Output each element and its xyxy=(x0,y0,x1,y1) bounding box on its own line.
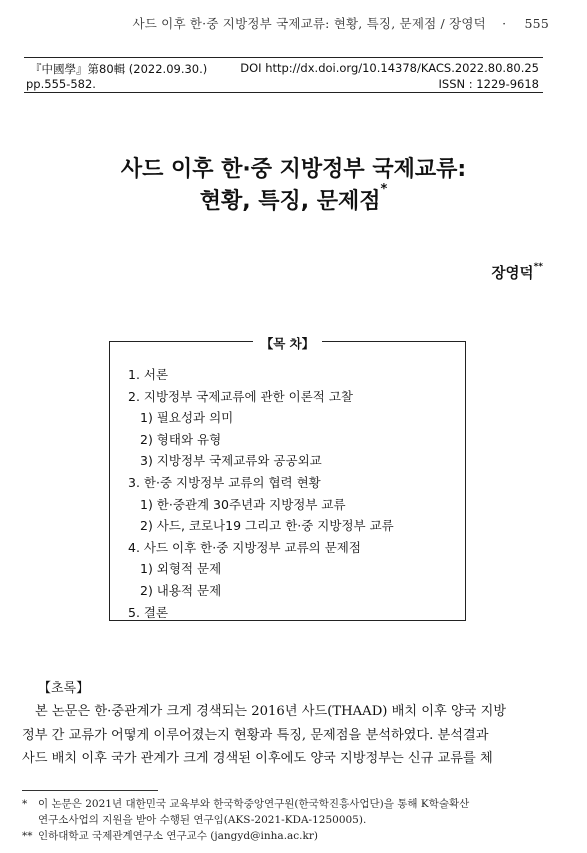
toc-subitem: 3) 지방정부 국제교류와 공공외교 xyxy=(140,453,322,469)
paper-title-line2-text: 현황, 특징, 문제점 xyxy=(199,189,381,214)
abstract-heading: 【초록】 xyxy=(38,681,90,696)
title-footnote-mark: * xyxy=(380,182,388,197)
page-range: pp.555-582. xyxy=(26,77,96,91)
paper-title-line2 xyxy=(0,184,587,215)
toc-item: 5. 결론 xyxy=(128,604,169,620)
footnote-1-line1: 이 논문은 2021년 대한민국 교육부와 한국학중앙연구원(한국학진흥사업단)을 통해 K학술확산 xyxy=(38,798,470,810)
toc-item: 3. 한·중 지방정부 교류의 협력 현황 xyxy=(128,474,321,490)
paper-title-line1 xyxy=(0,152,587,183)
issn-text: ISSN : 1229-9618 xyxy=(438,77,539,91)
toc-subitem: 1) 필요성과 의미 xyxy=(140,410,234,426)
footnote-2 xyxy=(22,828,552,844)
paper-title-line1-text: 사드 이후 한·중 지방정부 국제교류: xyxy=(120,157,467,182)
footnote-1 xyxy=(22,796,552,828)
table-of-contents xyxy=(109,336,466,621)
running-head-separator: · xyxy=(502,16,507,31)
footnote-divider xyxy=(22,790,158,791)
toc-heading: 【목 차】 xyxy=(110,334,465,352)
toc-item: 1. 서론 xyxy=(128,367,169,382)
toc-subitem: 2) 사드, 코로나19 그리고 한·중 지방정부 교류 xyxy=(140,518,394,534)
toc-item: 2. 지방정부 국제교류에 관한 이론적 고찰 xyxy=(128,388,353,404)
footnote-mark: ** xyxy=(22,830,33,842)
author-name: 장영덕 xyxy=(491,266,534,282)
page-number: 555 xyxy=(524,16,549,31)
toc-subitem: 1) 한·중관계 30주년과 지방정부 교류 xyxy=(140,496,346,512)
toc-subitem: 1) 외형적 문제 xyxy=(140,561,222,577)
abstract-line: 사드 배치 이후 국가 관계가 크게 경색된 이후에도 양국 지방정부는 신규 교류를 체 xyxy=(22,751,493,766)
toc-subitem: 2) 내용적 문제 xyxy=(140,582,222,598)
running-head xyxy=(132,14,549,32)
running-head-text: 사드 이후 한·중 지방정부 국제교류: 현황, 특징, 문제점 / 장영덕 xyxy=(132,16,486,31)
journal-citation: 『中國學』第80輯 (2022.09.30.) xyxy=(30,62,208,76)
abstract-line: 정부 간 교류가 어떻게 이루어졌는지 현황과 특징, 문제점을 분석하였다. 분석결과 xyxy=(22,727,489,743)
abstract-body xyxy=(22,700,544,771)
footnote-2-line1: 인하대학교 국제관계연구소 연구교수 (jangyd@inha.ac.kr) xyxy=(38,830,318,842)
footnote-mark: * xyxy=(22,798,28,810)
abstract-line: 본 논문은 한·중관계가 크게 경색되는 2016년 사드(THAAD) 배치 이후 양국 지방 xyxy=(35,704,507,719)
author-footnote-mark: ** xyxy=(533,262,543,272)
toc-item: 4. 사드 이후 한·중 지방정부 교류의 문제점 xyxy=(128,539,361,555)
toc-subitem: 2) 형태와 유형 xyxy=(140,431,222,447)
doi-text: DOI http://dx.doi.org/10.14378/KACS.2022.80.80.25 xyxy=(240,61,539,75)
footnote-1-line2: 연구소사업의 지원을 받아 수행된 연구임(AKS-2021-KDA-1250005). xyxy=(38,814,367,826)
toc-list xyxy=(128,364,394,623)
author xyxy=(492,262,543,283)
footnotes xyxy=(22,796,552,844)
journal-info-box xyxy=(24,57,543,93)
